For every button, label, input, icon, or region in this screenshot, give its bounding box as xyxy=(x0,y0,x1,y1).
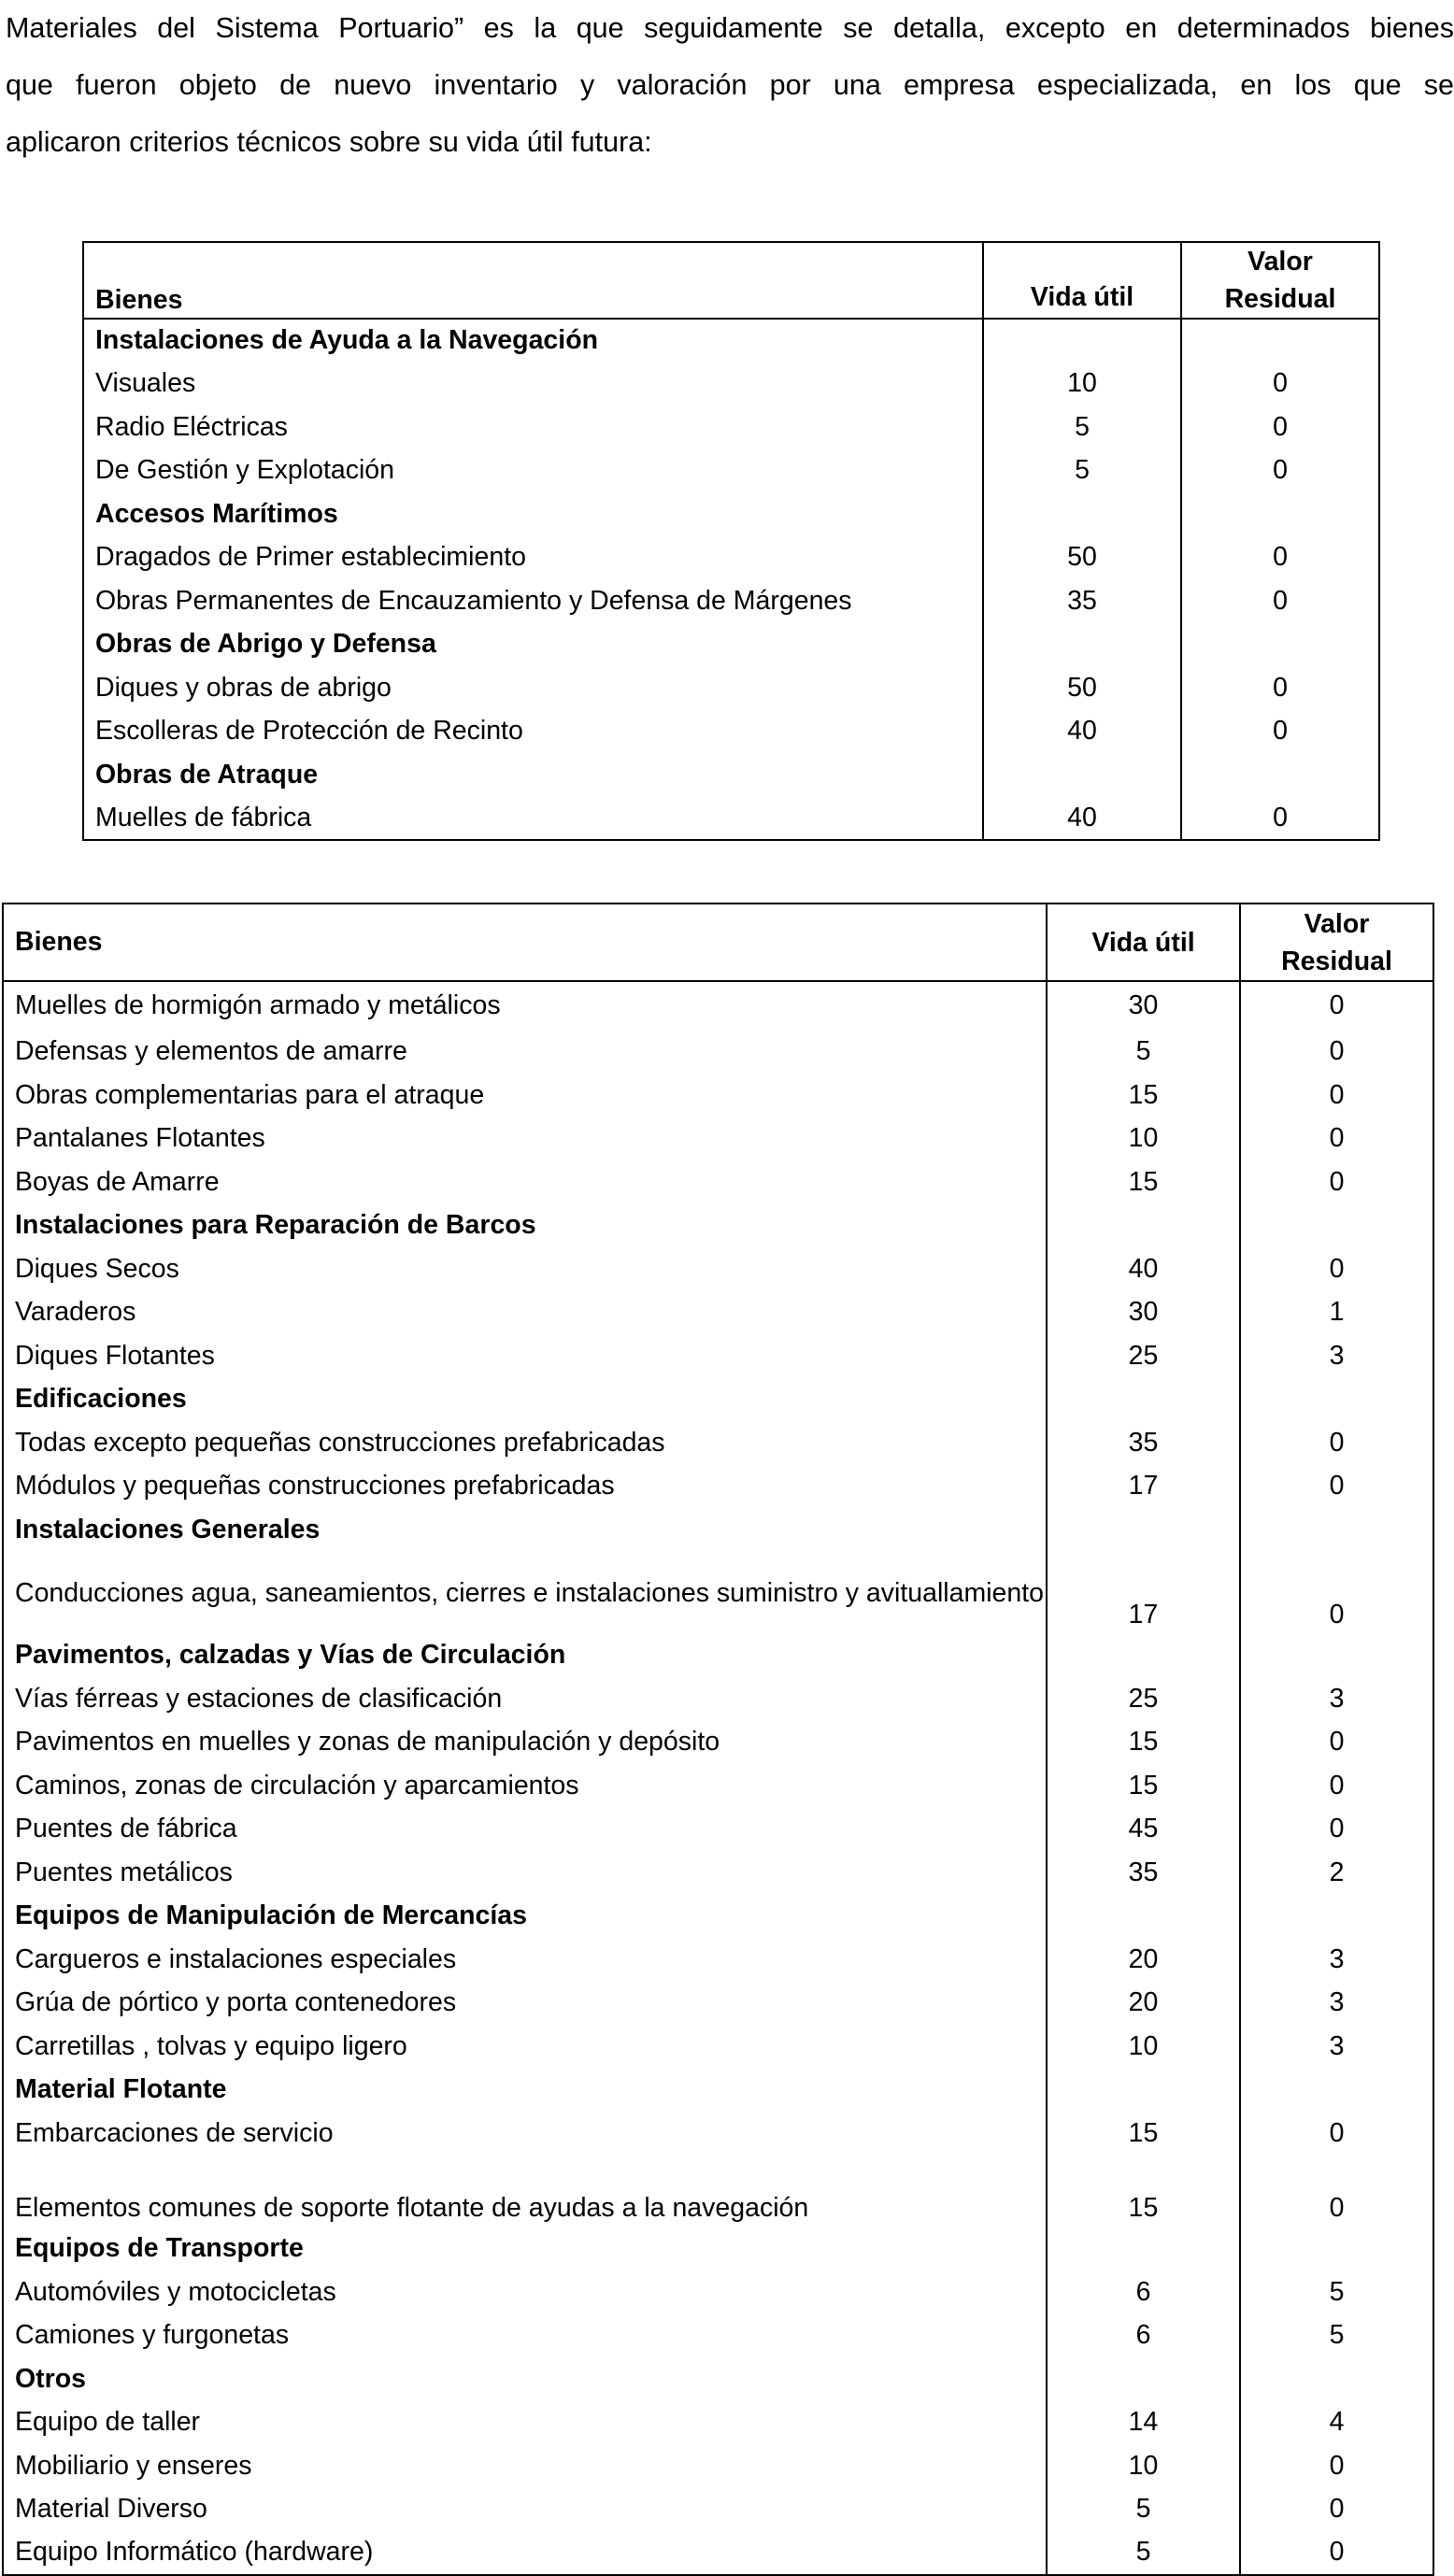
valor-residual-cell: 0 xyxy=(1329,2117,1345,2148)
vida-util-cell xyxy=(1047,2069,1240,2113)
category-label: Otros xyxy=(3,2357,1047,2401)
vida-util-cell xyxy=(1047,1508,1240,1552)
table-row xyxy=(83,363,1379,406)
category-label: Instalaciones de Ayuda a la Navegación xyxy=(83,319,983,363)
vida-util-cell: 35 xyxy=(1047,1421,1240,1465)
bienes-cell: Diques y obras de abrigo xyxy=(83,666,983,710)
header-valor-residual xyxy=(1240,904,1433,981)
valor-residual-cell: 3 xyxy=(1329,1987,1345,2018)
category-label: Equipos de Manipulación de Mercancías xyxy=(3,1895,1047,1939)
table-row xyxy=(3,1334,1433,1378)
vida-util-cell: 10 xyxy=(1047,2025,1240,2069)
bienes-cell: Caminos, zonas de circulación y aparcamientos xyxy=(3,1764,1047,1808)
vida-util-cell xyxy=(1047,1378,1240,1422)
vida-util-cell xyxy=(983,492,1181,536)
valor-residual-cell: 0 xyxy=(1329,1123,1345,1154)
bienes-cell: Equipo Informático (hardware) xyxy=(3,2531,1047,2575)
header-vida-util: Vida útil xyxy=(983,242,1181,319)
vida-util-cell: 20 xyxy=(1047,1938,1240,1982)
bienes-cell: Dragados de Primer establecimiento xyxy=(83,536,983,580)
valor-residual-cell: 0 xyxy=(1329,2450,1345,2481)
table-row xyxy=(3,1421,1433,1465)
vida-util-cell: 5 xyxy=(1047,2488,1240,2532)
intro-line: Materiales del Sistema Portuario” es la que seguidamente se detalla, excepto en determinados bienes xyxy=(6,12,1454,44)
table-row xyxy=(3,1677,1433,1721)
category-label: Obras de Atraque xyxy=(83,753,983,797)
vida-util-cell: 40 xyxy=(983,710,1181,754)
bienes-cell: Obras complementarias para el atraque xyxy=(3,1074,1047,1117)
table-row xyxy=(3,1764,1433,1808)
category-row xyxy=(3,1895,1433,1939)
table-row xyxy=(3,2531,1433,2575)
bienes-cell: Camiones y furgonetas xyxy=(3,2314,1047,2358)
valor-residual-cell: 0 xyxy=(1329,1253,1345,1284)
vida-util-cell: 30 xyxy=(1047,981,1240,1031)
category-row xyxy=(3,2357,1433,2401)
valor-residual-cell: 0 xyxy=(1329,2537,1345,2568)
vida-util-cell: 5 xyxy=(983,449,1181,493)
category-row xyxy=(3,1508,1433,1552)
bienes-cell: Muelles de hormigón armado y metálicos xyxy=(3,981,1047,1031)
category-label: Accesos Marítimos xyxy=(83,492,983,536)
table-row xyxy=(3,1247,1433,1291)
bienes-cell: Puentes metálicos xyxy=(3,1851,1047,1895)
table-row xyxy=(83,406,1379,449)
valor-residual-cell: 0 xyxy=(1329,1599,1345,1630)
bienes-cell: Pantalanes Flotantes xyxy=(3,1117,1047,1161)
valor-residual-cell: 0 xyxy=(1329,1427,1345,1458)
vida-util-cell: 10 xyxy=(1047,1117,1240,1161)
valor-residual-cell xyxy=(1240,1378,1433,1422)
vida-util-cell: 5 xyxy=(983,406,1181,449)
table-row xyxy=(3,1721,1433,1765)
table-row xyxy=(3,1552,1433,1634)
valor-residual-cell: 3 xyxy=(1329,1683,1345,1714)
intro-line: que fueron objeto de nuevo inventario y valoración por una empresa especializada, en los que se xyxy=(6,69,1454,101)
depreciation-table-1 xyxy=(82,241,1380,841)
vida-util-cell xyxy=(983,319,1181,363)
vida-util-cell xyxy=(1047,1634,1240,1678)
bienes-cell: Embarcaciones de servicio xyxy=(3,2112,1047,2156)
valor-residual-cell xyxy=(1240,2227,1433,2271)
valor-residual-cell: 5 xyxy=(1329,2320,1345,2351)
valor-residual-cell: 0 xyxy=(1329,1727,1345,1758)
valor-residual-cell xyxy=(1240,1895,1433,1939)
table-row xyxy=(3,1938,1433,1982)
table-row xyxy=(83,666,1379,710)
valor-residual-cell: 0 xyxy=(1329,1079,1345,1110)
table-header-row xyxy=(3,904,1433,981)
table-row xyxy=(3,1031,1433,1075)
category-label: Edificaciones xyxy=(3,1378,1047,1422)
valor-residual-cell: 0 xyxy=(1273,368,1288,399)
bienes-cell: Puentes de fábrica xyxy=(3,1808,1047,1852)
category-label: Obras de Abrigo y Defensa xyxy=(83,623,983,667)
category-label: Instalaciones Generales xyxy=(3,1508,1047,1552)
category-label: Pavimentos, calzadas y Vías de Circulación xyxy=(3,1634,1047,1678)
category-label: Equipos de Transporte xyxy=(3,2227,1047,2271)
valor-residual-cell: 0 xyxy=(1273,716,1288,747)
table-row xyxy=(3,2314,1433,2358)
bienes-cell: Automóviles y motocicletas xyxy=(3,2270,1047,2314)
valor-residual-cell: 0 xyxy=(1273,411,1288,442)
vida-util-cell: 6 xyxy=(1047,2314,1240,2358)
vida-util-cell: 15 xyxy=(1047,2156,1240,2227)
header-bienes: Bienes xyxy=(3,904,1047,981)
vida-util-cell xyxy=(1047,1204,1240,1248)
valor-residual-cell: 3 xyxy=(1329,2030,1345,2061)
category-row xyxy=(3,1204,1433,1248)
vida-util-cell: 25 xyxy=(1047,1334,1240,1378)
vida-util-cell: 40 xyxy=(983,797,1181,841)
header-valor-line2: Residual xyxy=(1281,946,1392,976)
bienes-cell: Diques Secos xyxy=(3,1247,1047,1291)
bienes-cell: Elementos comunes de soporte flotante de ayudas a la navegación xyxy=(3,2156,1047,2227)
table-row xyxy=(3,1982,1433,2026)
category-row xyxy=(3,2227,1433,2271)
valor-residual-cell xyxy=(1240,2069,1433,2113)
vida-util-cell: 5 xyxy=(1047,1031,1240,1075)
bienes-cell: Cargueros e instalaciones especiales xyxy=(3,1938,1047,1982)
category-label: Instalaciones para Reparación de Barcos xyxy=(3,1204,1047,1248)
vida-util-cell: 15 xyxy=(1047,1764,1240,1808)
vida-util-cell: 5 xyxy=(1047,2531,1240,2575)
vida-util-cell: 17 xyxy=(1047,1552,1240,1634)
valor-residual-cell: 3 xyxy=(1329,1943,1345,1974)
valor-residual-cell: 3 xyxy=(1329,1340,1345,1371)
vida-util-cell: 15 xyxy=(1047,1721,1240,1765)
valor-residual-cell: 0 xyxy=(1329,990,1345,1021)
vida-util-cell: 35 xyxy=(1047,1851,1240,1895)
table-row xyxy=(3,1465,1433,1509)
valor-residual-cell xyxy=(1181,623,1379,667)
table-header-row xyxy=(83,242,1379,319)
valor-residual-cell: 0 xyxy=(1273,672,1288,703)
valor-residual-cell: 0 xyxy=(1329,1471,1345,1501)
valor-residual-cell xyxy=(1240,1634,1433,1678)
table-row xyxy=(83,710,1379,754)
table-row xyxy=(3,2444,1433,2488)
table-row xyxy=(3,1074,1433,1117)
table-row xyxy=(3,2401,1433,2445)
table-row xyxy=(3,2156,1433,2227)
category-row xyxy=(3,1634,1433,1678)
table-row xyxy=(3,1808,1433,1852)
vida-util-cell: 50 xyxy=(983,666,1181,710)
bienes-cell: Carretillas , tolvas y equipo ligero xyxy=(3,2025,1047,2069)
bienes-cell: Equipo de taller xyxy=(3,2401,1047,2445)
table-row xyxy=(3,2488,1433,2532)
vida-util-cell xyxy=(983,623,1181,667)
bienes-cell: Defensas y elementos de amarre xyxy=(3,1031,1047,1075)
vida-util-cell xyxy=(1047,2357,1240,2401)
bienes-cell: Escolleras de Protección de Recinto xyxy=(83,710,983,754)
vida-util-cell: 6 xyxy=(1047,2270,1240,2314)
valor-residual-cell: 0 xyxy=(1329,1814,1345,1844)
bienes-cell: Todas excepto pequeñas construcciones prefabricadas xyxy=(3,1421,1047,1465)
valor-residual-cell: 1 xyxy=(1329,1297,1345,1328)
bienes-cell: Radio Eléctricas xyxy=(83,406,983,449)
valor-residual-cell: 0 xyxy=(1273,542,1288,573)
vida-util-cell: 15 xyxy=(1047,1160,1240,1204)
header-vida-util: Vida útil xyxy=(1047,904,1240,981)
bienes-cell: Grúa de pórtico y porta contenedores xyxy=(3,1982,1047,2026)
table-row xyxy=(3,1851,1433,1895)
vida-util-cell: 25 xyxy=(1047,1677,1240,1721)
valor-residual-cell: 0 xyxy=(1329,1036,1345,1067)
vida-util-cell: 35 xyxy=(983,579,1181,623)
vida-util-cell: 40 xyxy=(1047,1247,1240,1291)
table-row xyxy=(3,981,1433,1031)
bienes-cell: Boyas de Amarre xyxy=(3,1160,1047,1204)
category-label: Material Flotante xyxy=(3,2069,1047,2113)
table-row xyxy=(3,1291,1433,1335)
table-row xyxy=(3,1160,1433,1204)
depreciation-table-2 xyxy=(2,903,1434,2576)
header-bienes: Bienes xyxy=(83,242,983,319)
bienes-cell: Obras Permanentes de Encauzamiento y Defensa de Márgenes xyxy=(83,579,983,623)
table-row xyxy=(3,2270,1433,2314)
bienes-cell: Módulos y pequeñas construcciones prefabricadas xyxy=(3,1465,1047,1509)
bienes-cell: De Gestión y Explotación xyxy=(83,449,983,493)
bienes-cell: Diques Flotantes xyxy=(3,1334,1047,1378)
valor-residual-cell: 0 xyxy=(1273,585,1288,616)
table-row xyxy=(83,536,1379,580)
valor-residual-cell: 0 xyxy=(1273,455,1288,486)
category-row xyxy=(83,623,1379,667)
valor-residual-cell: 0 xyxy=(1273,802,1288,833)
table-row xyxy=(83,579,1379,623)
bienes-cell: Vías férreas y estaciones de clasificación xyxy=(3,1677,1047,1721)
category-row xyxy=(3,1378,1433,1422)
bienes-cell: Varaderos xyxy=(3,1291,1047,1335)
bienes-cell: Muelles de fábrica xyxy=(83,797,983,841)
valor-residual-cell xyxy=(1181,753,1379,797)
valor-residual-cell xyxy=(1181,492,1379,536)
bienes-cell: Visuales xyxy=(83,363,983,406)
vida-util-cell: 20 xyxy=(1047,1982,1240,2026)
header-valor-line1: Valor xyxy=(1304,908,1370,939)
vida-util-cell: 30 xyxy=(1047,1291,1240,1335)
vida-util-cell: 17 xyxy=(1047,1465,1240,1509)
intro-paragraph xyxy=(6,0,1454,171)
bienes-cell: Material Diverso xyxy=(3,2488,1047,2532)
vida-util-cell xyxy=(983,753,1181,797)
table-row xyxy=(3,2025,1433,2069)
valor-residual-cell xyxy=(1181,319,1379,363)
vida-util-cell: 15 xyxy=(1047,1074,1240,1117)
header-valor-line2: Residual xyxy=(1224,284,1336,314)
vida-util-cell: 50 xyxy=(983,536,1181,580)
valor-residual-cell: 0 xyxy=(1329,1166,1345,1197)
category-row xyxy=(83,492,1379,536)
table-2-body xyxy=(3,904,1433,2575)
bienes-cell: Pavimentos en muelles y zonas de manipulación y depósito xyxy=(3,1721,1047,1765)
valor-residual-cell xyxy=(1240,1204,1433,1248)
valor-residual-cell: 0 xyxy=(1329,1770,1345,1800)
category-row xyxy=(3,2069,1433,2113)
vida-util-cell xyxy=(1047,1895,1240,1939)
table-row xyxy=(83,449,1379,493)
vida-util-cell: 10 xyxy=(1047,2444,1240,2488)
vida-util-cell: 10 xyxy=(983,363,1181,406)
header-valor-residual xyxy=(1181,242,1379,319)
valor-residual-cell: 0 xyxy=(1329,2494,1345,2525)
valor-residual-cell xyxy=(1240,2357,1433,2401)
vida-util-cell: 14 xyxy=(1047,2401,1240,2445)
bienes-cell: Conducciones agua, saneamientos, cierres e instalaciones suministro y avituallamiento xyxy=(3,1552,1047,1634)
table-row xyxy=(3,1117,1433,1161)
category-row xyxy=(83,319,1379,363)
valor-residual-cell xyxy=(1240,1508,1433,1552)
vida-util-cell: 15 xyxy=(1047,2112,1240,2156)
valor-residual-cell: 0 xyxy=(1329,2192,1345,2223)
header-valor-line1: Valor xyxy=(1247,247,1313,277)
vida-util-cell: 45 xyxy=(1047,1808,1240,1852)
table-row xyxy=(3,2112,1433,2156)
valor-residual-cell: 4 xyxy=(1329,2407,1345,2438)
vida-util-cell xyxy=(1047,2227,1240,2271)
table-row xyxy=(83,797,1379,841)
valor-residual-cell: 5 xyxy=(1329,2276,1345,2307)
valor-residual-cell: 2 xyxy=(1329,1857,1345,1887)
table-1-body xyxy=(83,242,1379,840)
category-row xyxy=(83,753,1379,797)
bienes-cell: Mobiliario y enseres xyxy=(3,2444,1047,2488)
intro-line: aplicaron criterios técnicos sobre su vida útil futura: xyxy=(6,126,652,158)
